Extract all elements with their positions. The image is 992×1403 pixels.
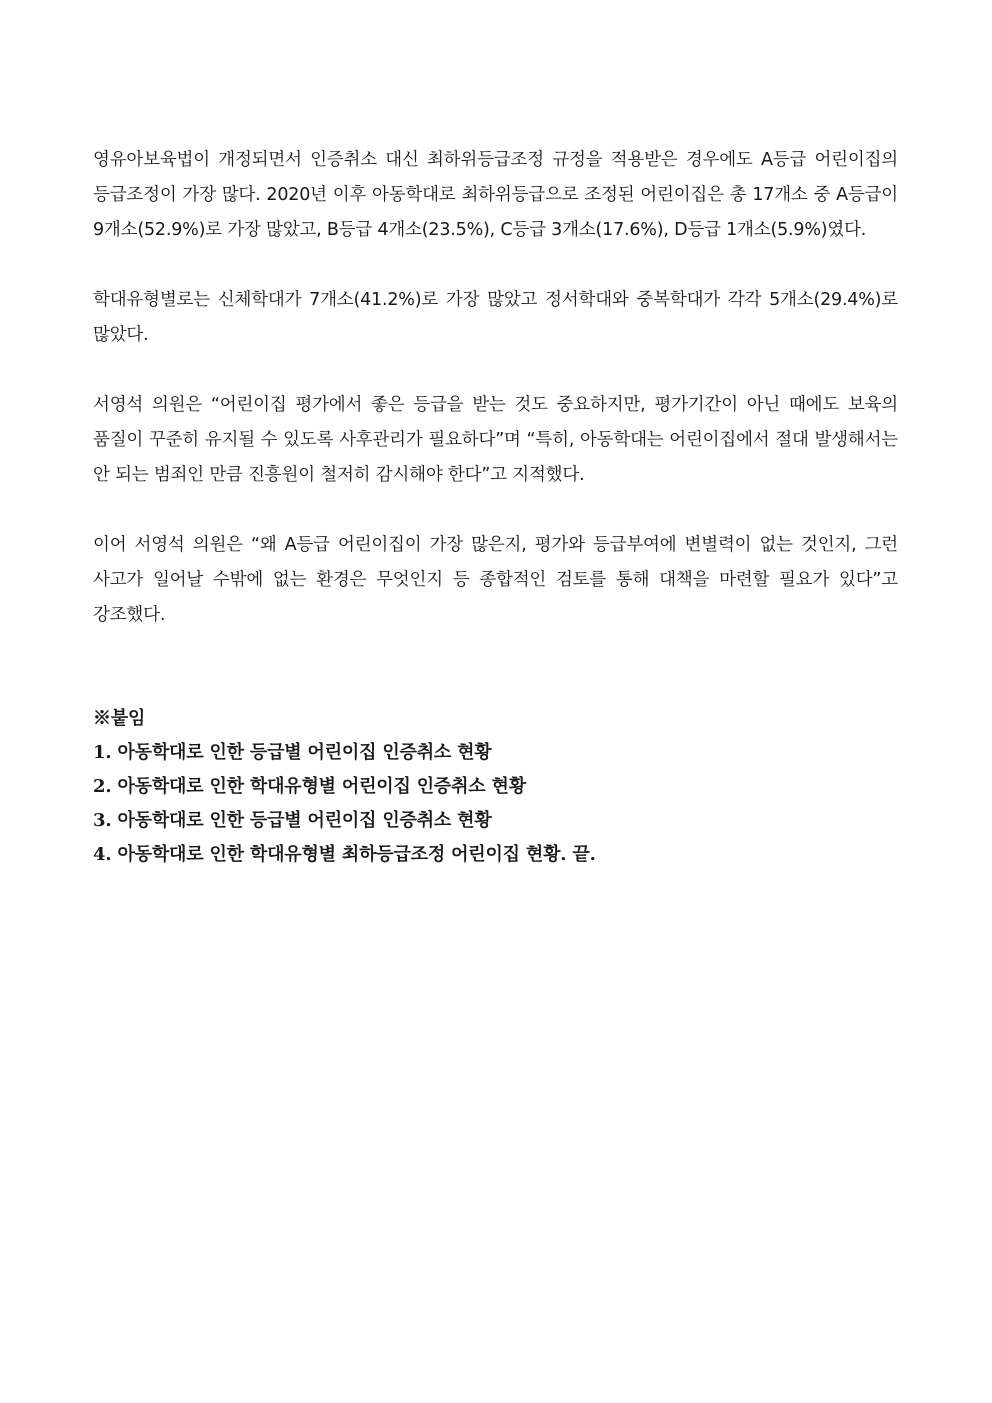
paragraph-lawmaker-comment: 서영석 의원은 “어린이집 평가에서 좋은 등급을 받는 것도 중요하지만, 평가기간이 아닌 때에도 보육의 품질이 꾸준히 유지될 수 있도록 사후관리가 필요하다”며 “특히, 아동학대는 어린이집에서 절대 발생해서는 안 되는 범죄인 만큼 진흥원이 철저히 감시해야 한다”고 지적했다.: [93, 395, 898, 485]
attachment-list: [93, 736, 898, 872]
attachment-item: 1. 아동학대로 인한 등급별 어린이집 인증취소 현황: [93, 742, 492, 763]
attachment-section: [93, 702, 898, 872]
paragraph-lawmaker-emphasis: 이어 서영석 의원은 “왜 A등급 어린이집이 가장 많은지, 평가와 등급부여에 변별력이 없는 것인지, 그런 사고가 일어날 수밖에 없는 환경은 무엇인지 등 종합적인 검토를 통해 대책을 마련할 필요가 있다”고 강조했다.: [93, 535, 898, 625]
paragraph-grade-adjustment: 영유아보육법이 개정되면서 인증취소 대신 최하위등급조정 규정을 적용받은 경우에도 A등급 어린이집의 등급조정이 가장 많다. 2020년 이후 아동학대로 최하위등급으로 조정된 어린이집은 총 17개소 중 A등급이 9개소(52.9%)로 가장 많았고, B등급 4개소(23.5%), C등급 3개소(17.6%), D등급 1개소(5.9%)였다.: [93, 150, 898, 240]
attachment-item: 3. 아동학대로 인한 등급별 어린이집 인증취소 현황: [93, 810, 492, 831]
attachment-item: 4. 아동학대로 인한 학대유형별 최하등급조정 어린이집 현황. 끝.: [93, 844, 596, 865]
attachment-item: 2. 아동학대로 인한 학대유형별 어린이집 인증취소 현황: [93, 776, 526, 797]
document-body: [93, 143, 898, 872]
paragraph-abuse-type: 학대유형별로는 신체학대가 7개소(41.2%)로 가장 많았고 정서학대와 중복학대가 각각 5개소(29.4%)로 많았다.: [93, 290, 898, 345]
attachment-title: ※붙임: [93, 708, 146, 729]
